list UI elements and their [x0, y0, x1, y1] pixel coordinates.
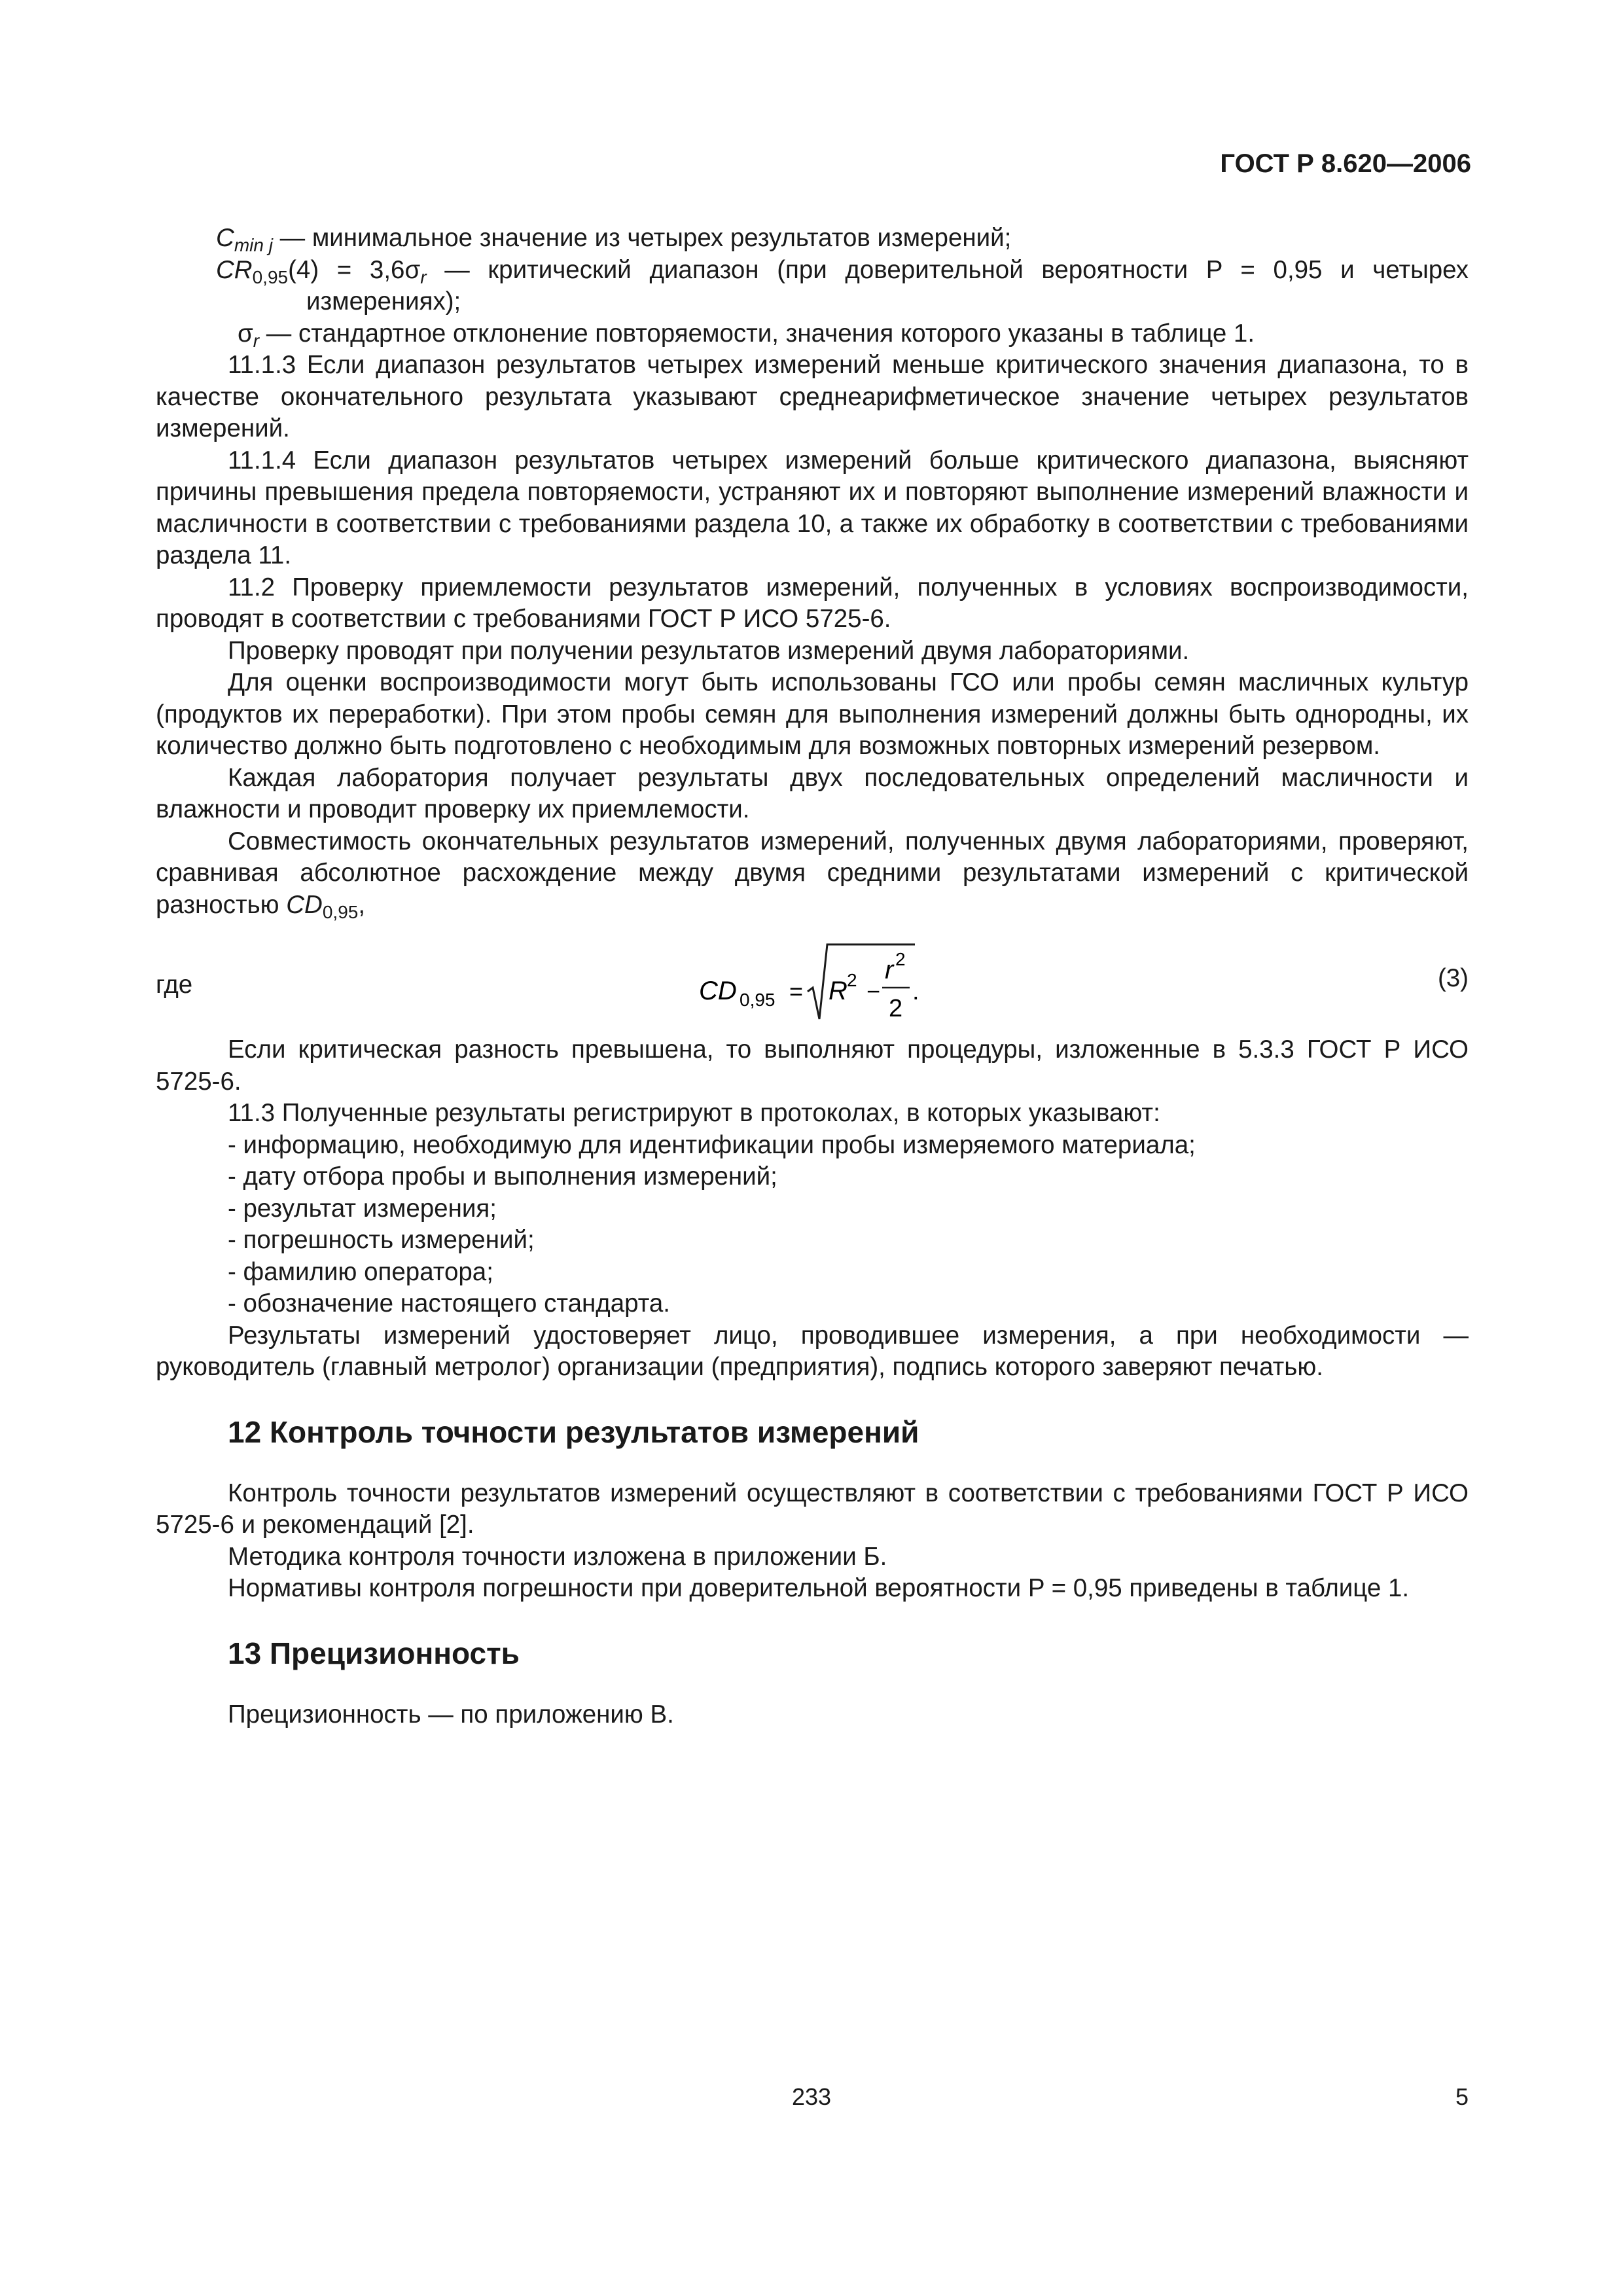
- paragraph: Проверку проводят при получении результатов измерений двумя лабораториями.: [228, 636, 1190, 665]
- symbol-cr-rest: (4) = 3,6σ: [288, 255, 421, 284]
- list-item: - информацию, необходимую для идентификации пробы измеряемого материала;: [228, 1130, 1196, 1159]
- paragraph: Если критическая разность превышена, то выполняют процедуры, изложенные в 5.3.3 ГОСТ Р ИСО 5725-6.: [156, 1035, 1469, 1096]
- paragraph: Каждая лаборатория получает результаты двух последовательных определений масличности и влажности и проводит проверку их приемлемости.: [156, 763, 1469, 823]
- symbol-sigma-sub: r: [253, 330, 260, 351]
- paragraph: Для оценки воспроизводимости могут быть использованы ГСО или пробы семян масличных культур (продуктов их переработки). При этом пробы семян для выполнения измерений должны быть однородны, их количество должно быть подготовлено с необходимым для возможных повторных измерений резервом.: [156, 668, 1469, 760]
- list-item: - дату отбора пробы и выполнения измерений;: [228, 1162, 777, 1191]
- formula-lhs: CD: [699, 977, 737, 1005]
- formula-denominator: 2: [889, 995, 903, 1022]
- list-item: - результат измерения;: [228, 1194, 497, 1223]
- symbol-sigma-sub: r: [420, 266, 427, 287]
- paragraph: Прецизионность — по приложению В.: [228, 1700, 674, 1729]
- formula-expression: [699, 935, 974, 1027]
- definition-text: — минимальное значение из четырех результатов измерений;: [272, 224, 1012, 252]
- formula-number: (3): [1437, 964, 1469, 992]
- spacer: [156, 1673, 1469, 1699]
- paragraph-tail: ,: [358, 890, 366, 919]
- document-body: [156, 223, 1469, 1731]
- page-number-center: 233: [791, 2083, 832, 2110]
- paragraph-signature: Результаты измерений удостоверяет лицо, проводившее измерения, а при необходимости — руководитель (главный метролог) организации (предприятия), подпись которого заверяют печатью.: [156, 1321, 1469, 1381]
- symbol-cr-sub: 0,95: [252, 266, 289, 287]
- spacer: [156, 1605, 1469, 1634]
- symbol-cd-sub: 0,95: [322, 901, 359, 922]
- section-12-heading: 12 Контроль точности результатов измерений: [228, 1414, 919, 1449]
- list-item: - обозначение настоящего стандарта.: [228, 1289, 671, 1318]
- paragraph-compatibility: [156, 826, 1469, 922]
- formula-3: [156, 935, 1469, 1030]
- symbol-c-sub: min j: [234, 235, 273, 255]
- formula-r-lower: r: [885, 956, 894, 984]
- formula-r-lower-pow: 2: [895, 949, 906, 969]
- definition-text: — критический диапазон (при доверительной вероятности P = 0,95 и четырех измерениях);: [306, 255, 1469, 315]
- symbol-cd: CD: [286, 890, 323, 919]
- paragraph: Методика контроля точности изложена в приложении Б.: [228, 1542, 887, 1571]
- formula-minus: −: [866, 978, 881, 1005]
- formula-where-label: где: [156, 971, 193, 999]
- formula-lhs-sub: 0,95: [740, 990, 776, 1010]
- document-id-header: ГОСТ Р 8.620—2006: [1220, 149, 1471, 178]
- formula-end: .: [912, 978, 919, 1005]
- spacer: [156, 1384, 1469, 1412]
- definition-cmin: [156, 223, 1469, 255]
- list-item: - фамилию оператора;: [228, 1257, 493, 1286]
- spacer: [156, 1452, 1469, 1478]
- symbol-sigma: σ: [238, 319, 253, 348]
- paragraph: 11.3 Полученные результаты регистрируют в протоколах, в которых указывают:: [228, 1099, 1160, 1127]
- symbol-cr: CR: [216, 255, 253, 284]
- page-number-right: 5: [1455, 2083, 1469, 2110]
- paragraph: 11.1.3 Если диапазон результатов четырех измерений меньше критического значения диапазона, то в качестве окончательного результата указывают среднеарифметическое значение четырех результатов измерений.: [156, 351, 1469, 442]
- definition-sigma: [156, 318, 1469, 350]
- formula-eq: =: [789, 978, 804, 1005]
- section-13-heading: 13 Прецизионность: [228, 1636, 520, 1670]
- paragraph: Контроль точности результатов измерений осуществляют в соответствии с требованиями ГОСТ Р ИСО 5725-6 и рекомендаций [2].: [156, 1479, 1469, 1539]
- paragraph: 11.1.4 Если диапазон результатов четырех измерений больше критического диапазона, выясняют причины превышения предела повторяемости, устраняют их и повторяют выполнение измерений влажности и масличности в соответствии с требованиями раздела 10, а также их обработку в соответствии с требованиями раздела 11.: [156, 446, 1469, 569]
- list-item: - погрешность измерений;: [228, 1226, 535, 1254]
- paragraph: Нормативы контроля погрешности при доверительной вероятности P = 0,95 приведены в таблице 1.: [228, 1574, 1410, 1602]
- formula-r-upper-pow: 2: [847, 970, 857, 990]
- symbol-c: C: [216, 224, 234, 252]
- paragraph: 11.2 Проверку приемлемости результатов измерений, полученных в условиях воспроизводимости, проводят в соответствии с требованиями ГОСТ Р ИСО 5725-6.: [156, 573, 1469, 633]
- formula-r-upper: R: [829, 977, 847, 1005]
- paragraph-text: Совместимость окончательных результатов измерений, полученных двумя лабораториями, проверяют, сравнивая абсолютное расхождение между двумя средними результатами измерений с критической разностью: [156, 827, 1469, 919]
- definition-text: — стандартное отклонение повторяемости, значения которого указаны в таблице 1.: [259, 319, 1255, 348]
- definition-cr: [156, 255, 1469, 318]
